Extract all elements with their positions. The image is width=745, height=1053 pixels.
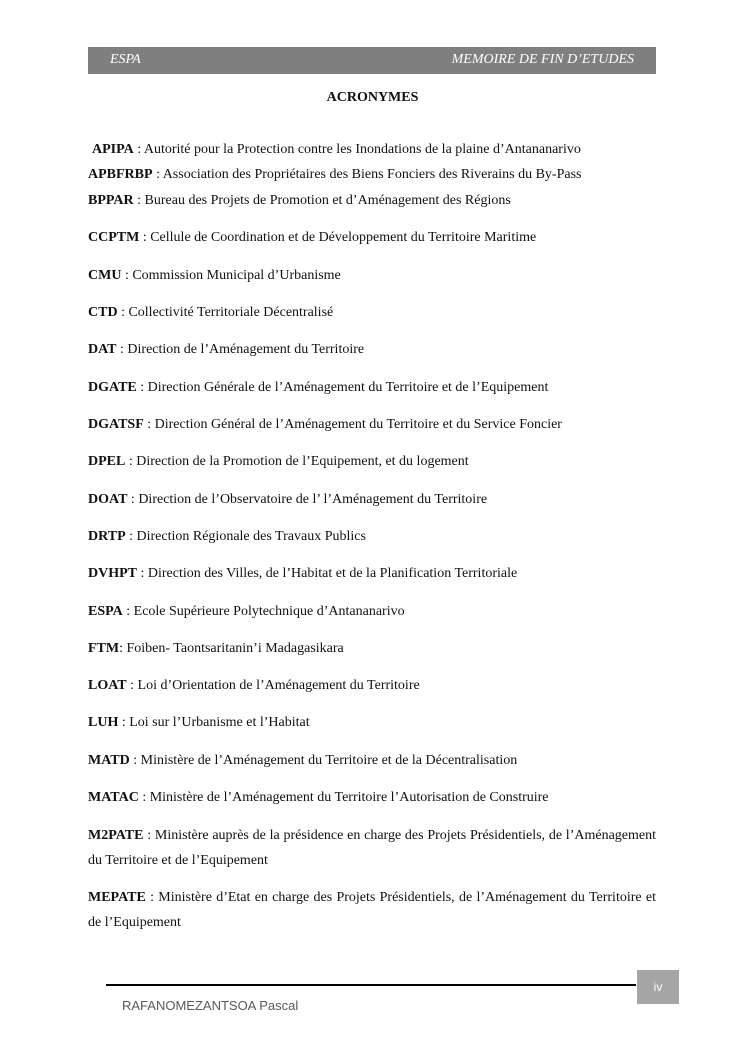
acronym-entry (88, 749, 656, 774)
separator: : (126, 678, 138, 693)
acronym-entry (88, 637, 656, 662)
definition: Association des Propriétaires des Biens Fonciers des Riverains du By-Pass (162, 167, 582, 182)
acronym: DOAT (88, 492, 128, 507)
definition: Bureau des Projets de Promotion et d’Aménagement des Régions (144, 193, 511, 208)
separator: : (116, 342, 128, 357)
acronym-entry (88, 413, 656, 438)
acronym: DPEL (88, 454, 126, 469)
header-left: ESPA (110, 52, 141, 67)
definition: Ministère d’Etat en charge des Projets Présidentiels, de l’Aménagement du Territoire et de l’Equipement (88, 890, 656, 930)
definition: Foiben- Taontsaritanin’i Madagasikara (126, 641, 344, 656)
acronym-entry (88, 301, 656, 326)
acronym-entry (88, 488, 656, 513)
acronym-entry (88, 562, 656, 587)
header-right: MEMOIRE DE FIN D’ETUDES (451, 52, 634, 67)
definition: Loi sur l’Urbanisme et l’Habitat (129, 715, 310, 730)
page-title: ACRONYMES (326, 90, 419, 105)
footer-divider (106, 984, 636, 986)
definition: Direction Régionale des Travaux Publics (136, 529, 366, 544)
separator: : (117, 305, 129, 320)
page-header (88, 47, 656, 74)
acronym: CTD (88, 305, 118, 320)
separator: : (129, 753, 141, 768)
acronym: MEPATE (88, 890, 146, 905)
separator: : (133, 193, 145, 208)
separator: : (127, 492, 139, 507)
separator: : (138, 790, 150, 805)
separator: : (121, 268, 133, 283)
definition: Ministère de l’Aménagement du Territoire et de la Décentralisation (140, 753, 518, 768)
acronym: M2PATE (88, 828, 144, 843)
acronym: ESPA (88, 604, 123, 619)
footer-author: RAFANOMEZANTSOA Pascal (122, 998, 299, 1013)
definition: Direction Générale de l’Aménagement du Territoire et de l’Equipement (147, 380, 549, 395)
separator: : (133, 142, 144, 157)
separator: : (139, 230, 151, 245)
acronym: DAT (88, 342, 117, 357)
acronym: MATD (88, 753, 130, 768)
definition: Ministère auprès de la présidence en charge des Projets Présidentiels, de l’Aménagement du Territoire et de l’Equipement (88, 828, 656, 868)
definition: Autorité pour la Protection contre les Inondations de la plaine d’Antananarivo (143, 142, 581, 157)
definition: Direction de l’Observatoire de l’ l’Aménagement du Territoire (138, 492, 488, 507)
separator: : (118, 715, 130, 730)
separator: : (119, 641, 127, 656)
definition: Commission Municipal d’Urbanisme (132, 268, 341, 283)
definition: Loi d’Orientation de l’Aménagement du Territoire (137, 678, 420, 693)
separator: : (136, 380, 148, 395)
acronym: LUH (88, 715, 119, 730)
acronym: LOAT (88, 678, 127, 693)
separator: : (125, 529, 137, 544)
acronym-entry (88, 525, 656, 550)
separator: : (143, 828, 155, 843)
separator: : (137, 566, 148, 581)
acronym: DGATSF (88, 417, 144, 432)
definition: Direction de la Promotion de l’Equipement, et du logement (136, 454, 469, 469)
acronym-entry (88, 264, 656, 289)
acronym-entry (88, 886, 656, 935)
acronym: FTM (88, 641, 120, 656)
acronym: MATAC (88, 790, 139, 805)
definition: Cellule de Coordination et de Développement du Territoire Maritime (150, 230, 537, 245)
definition: Direction des Villes, de l’Habitat et de la Planification Territoriale (147, 566, 518, 581)
separator: : (143, 417, 155, 432)
acronym-entry (88, 674, 656, 699)
separator: : (125, 454, 137, 469)
acronym-entry (88, 450, 656, 475)
acronym: CMU (88, 268, 122, 283)
definition: Ecole Supérieure Polytechnique d’Antananarivo (133, 604, 405, 619)
acronym: BPPAR (88, 193, 134, 208)
separator: : (145, 890, 159, 905)
definition: Ministère de l’Aménagement du Territoire l’Autorisation de Construire (149, 790, 549, 805)
acronym-entry (88, 824, 656, 873)
acronym: CCPTM (88, 230, 140, 245)
definition: Collectivité Territoriale Décentralisé (128, 305, 334, 320)
acronym: DRTP (88, 529, 126, 544)
acronym: APIPA (92, 142, 134, 157)
definition: Direction de l’Aménagement du Territoire (127, 342, 365, 357)
separator: : (122, 604, 134, 619)
acronym: DGATE (88, 380, 137, 395)
definition: Direction Général de l’Aménagement du Territoire et du Service Foncier (154, 417, 562, 432)
acronym-entry (88, 338, 656, 363)
acronym-entry (88, 711, 656, 736)
acronym: DVHPT (88, 566, 137, 581)
acronym-entry (88, 189, 656, 214)
acronym-entry (88, 600, 656, 625)
acronym-entry (88, 163, 656, 188)
separator: : (152, 167, 163, 182)
acronym-entry (88, 226, 656, 251)
acronym: APBFRBP (88, 167, 153, 182)
acronym-entry (92, 138, 660, 163)
acronym-entry (88, 786, 656, 811)
page-number: iv (637, 970, 679, 1004)
acronym-entry (88, 376, 656, 401)
